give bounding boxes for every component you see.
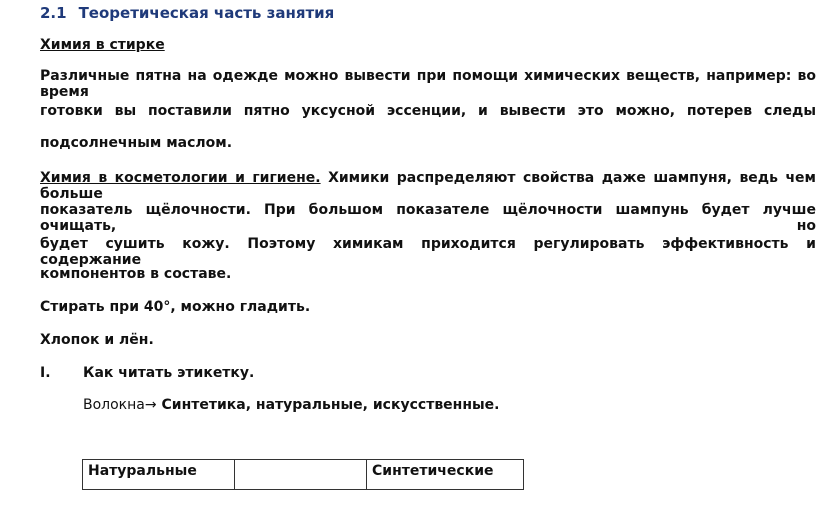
fibers-values: Синтетика, натуральные, искусственные. (156, 397, 500, 413)
paragraph-heading: Химия в косметологии и гигиене. (40, 170, 321, 186)
table-cell: Натуральные (83, 460, 235, 490)
table-cell (235, 460, 367, 490)
fibers-line (83, 397, 500, 413)
list-marker: I. (40, 365, 51, 381)
table-row (83, 460, 524, 490)
list-item: Как читать этикетку. (83, 365, 255, 381)
section-heading (40, 4, 334, 22)
section-number: 2.1 (40, 4, 67, 22)
table-cell: Синтетические (367, 460, 524, 490)
paragraph-line (40, 170, 816, 202)
paragraph-line: готовки вы поставили пятно уксусной эссенции, и вывести это можно, потерев следы (40, 103, 816, 119)
paragraph-text: Химики распределяют свойства даже шампуня, ведь чем больше (40, 170, 816, 202)
fibers-label: Волокна→ (83, 397, 157, 413)
fabric-line: Хлопок и лён. (40, 332, 154, 348)
paragraph-line: компонентов в составе. (40, 266, 232, 282)
fiber-table (82, 459, 524, 490)
paragraph-line: показатель щёлочности. При большом показателе щёлочности шампунь будет лучше очищать, но (40, 202, 816, 234)
paragraph-line: Различные пятна на одежде можно вывести при помощи химических веществ, например: во время (40, 68, 816, 100)
section-title: Теоретическая часть занятия (78, 4, 335, 22)
paragraph-line: будет сушить кожу. Поэтому химикам приходится регулировать эффективность и содержание (40, 236, 816, 268)
subtitle: Химия в стирке (40, 37, 165, 53)
wash-instruction: Стирать при 40°, можно гладить. (40, 299, 311, 315)
paragraph-line: подсолнечным маслом. (40, 135, 233, 151)
